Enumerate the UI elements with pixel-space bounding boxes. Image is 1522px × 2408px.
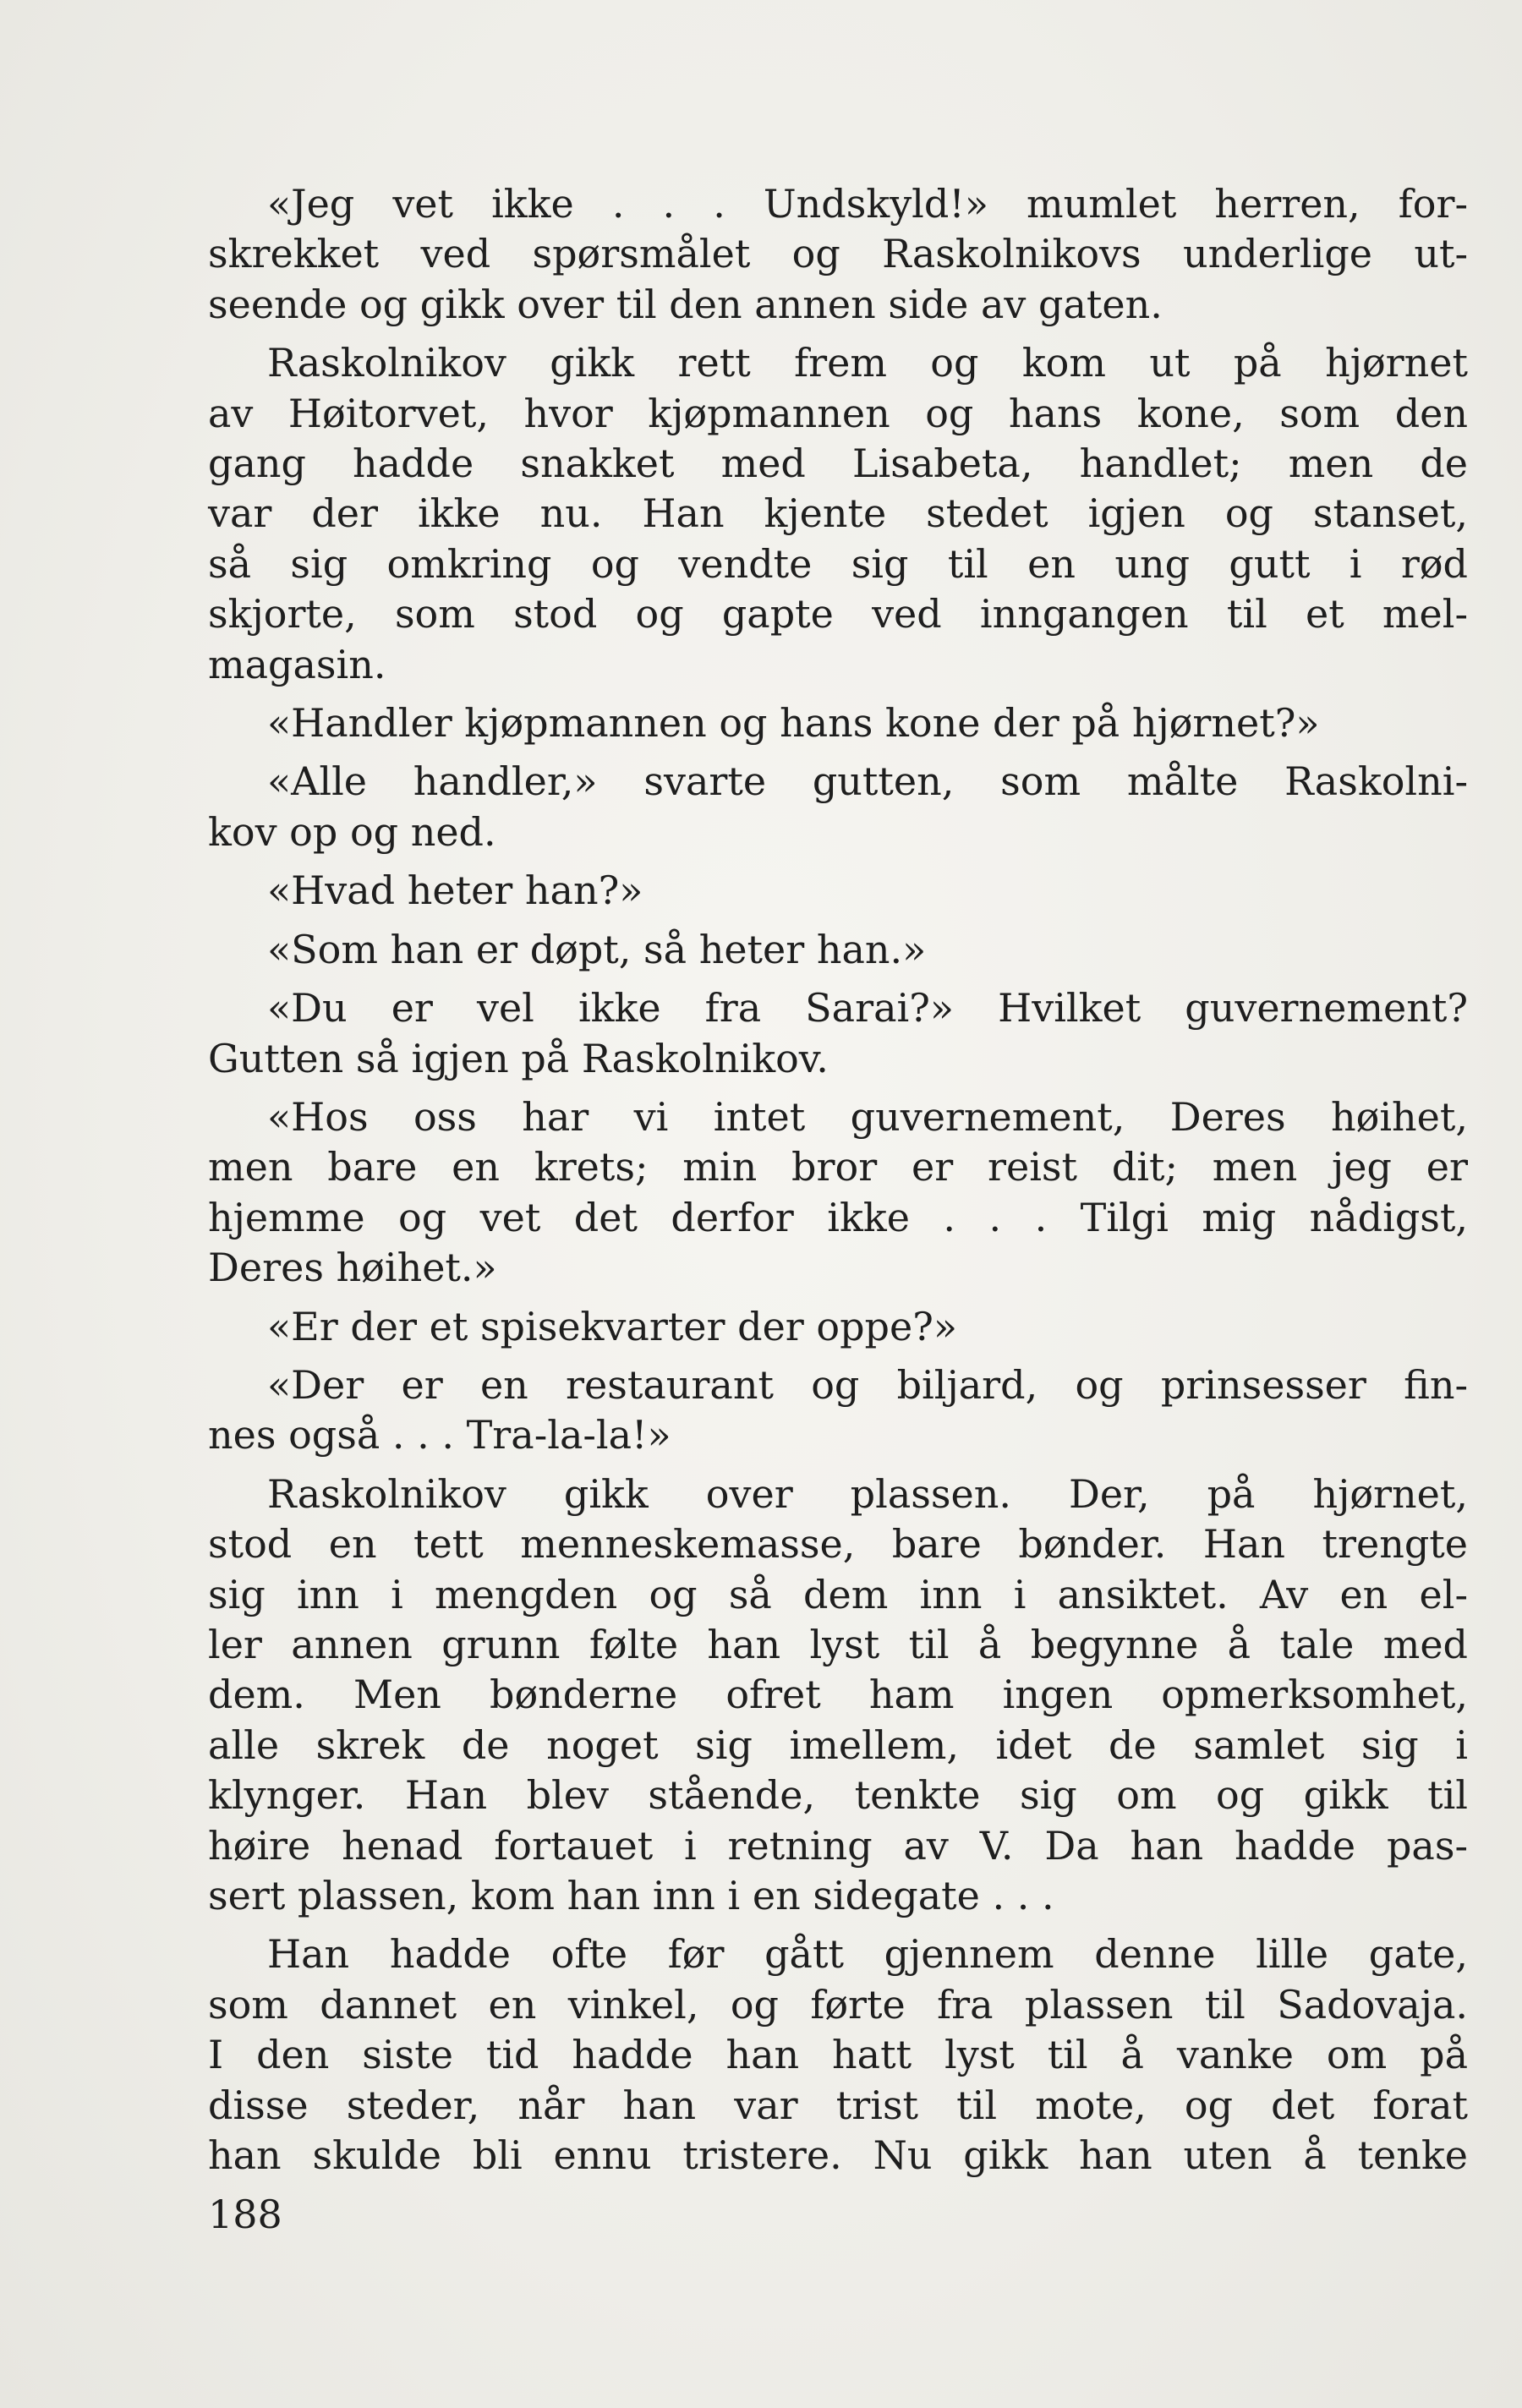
text-line: «Der er en restaurant og biljard, og prinsesser fin- — [267, 1361, 1468, 1408]
text-line: «Du er vel ikke fra Sarai?» Hvilket guvernement? — [267, 985, 1468, 1032]
text-line: kov op og ned. — [208, 808, 496, 855]
text-line: alle skrek de noget sig imellem, idet de samlet sig i — [208, 1721, 1468, 1768]
text-line: Han hadde ofte før gått gjennem denne lille gate, — [267, 1931, 1468, 1978]
text-line: hjemme og vet det derfor ikke . . . Tilgi mig nådigst, — [208, 1194, 1468, 1240]
paragraph — [208, 925, 1468, 975]
text-line: «Handler kjøpmannen og hans kone der på hjørnet?» — [267, 700, 1320, 747]
paragraph — [208, 338, 1468, 690]
text-line: «Er der et spisekvarter der oppe?» — [267, 1303, 958, 1349]
text-line: disse steder, når han var trist til mote, og det forat — [208, 2082, 1468, 2128]
text-line: skrekket ved spørsmålet og Raskolnikovs underlige ut- — [208, 231, 1468, 277]
paragraph — [208, 1092, 1468, 1294]
paragraph — [208, 1929, 1468, 2181]
text-line: I den siste tid hadde han hatt lyst til å vanke om på — [208, 2032, 1468, 2078]
body-text — [208, 179, 1468, 2189]
text-line: men bare en krets; min bror er reist dit; men jeg er — [208, 1144, 1468, 1190]
text-line: Raskolnikov gikk rett frem og kom ut på hjørnet — [267, 340, 1468, 386]
text-line: «Alle handler,» svarte gutten, som målte Raskolni- — [267, 758, 1468, 805]
text-line: Gutten så igjen på Raskolnikov. — [208, 1035, 829, 1081]
text-line: dem. Men bønderne ofret ham ingen opmerksomhet, — [208, 1672, 1468, 1718]
text-line: høire henad fortauet i retning av V. Da han hadde pas- — [208, 1822, 1468, 1869]
text-line: «Hvad heter han?» — [267, 867, 643, 914]
text-line: sig inn i mengden og så dem inn i ansiktet. Av en el- — [208, 1571, 1468, 1617]
page-number: 188 — [208, 2192, 282, 2237]
text-line: gang hadde snakket med Lisabeta, handlet; men de — [208, 441, 1468, 487]
paragraph — [208, 983, 1468, 1084]
text-line: stod en tett menneskemasse, bare bønder. Han trengte — [208, 1521, 1468, 1568]
text-line: nes også . . . Tra-la-la!» — [208, 1412, 671, 1458]
text-line: så sig omkring og vendte sig til en ung gutt i rød — [208, 540, 1468, 587]
paragraph — [208, 1302, 1468, 1352]
text-line: var der ikke nu. Han kjente stedet igjen og stanset, — [208, 490, 1468, 537]
paragraph — [208, 866, 1468, 916]
paragraph — [208, 698, 1468, 748]
paragraph — [208, 179, 1468, 330]
text-line: «Jeg vet ikke . . . Undskyld!» mumlet herren, for- — [267, 181, 1468, 227]
text-line: ler annen grunn følte han lyst til å begynne å tale med — [208, 1621, 1468, 1667]
text-line: sert plassen, kom han inn i en sidegate . . . — [208, 1873, 1054, 1918]
text-line: som dannet en vinkel, og førte fra plassen til Sadovaja. — [208, 1981, 1468, 2028]
text-line: Deres høihet.» — [208, 1245, 497, 1291]
paragraph — [208, 1360, 1468, 1461]
text-line: Raskolnikov gikk over plassen. Der, på hjørnet, — [267, 1470, 1468, 1517]
text-line: magasin. — [208, 641, 386, 687]
paragraph — [208, 757, 1468, 857]
paragraph — [208, 1469, 1468, 1922]
text-line: klynger. Han blev stående, tenkte sig om og gikk til — [208, 1772, 1468, 1819]
text-line: av Høitorvet, hvor kjøpmannen og hans kone, som den — [208, 390, 1468, 436]
text-line: «Som han er døpt, så heter han.» — [267, 926, 927, 972]
text-line: han skulde bli ennu tristere. Nu gikk han uten å tenke — [208, 2132, 1468, 2179]
text-line: seende og gikk over til den annen side av gaten. — [208, 281, 1163, 327]
text-line: skjorte, som stod og gapte ved inngangen til et mel- — [208, 591, 1468, 638]
text-line: «Hos oss har vi intet guvernement, Deres høihet, — [267, 1093, 1468, 1140]
